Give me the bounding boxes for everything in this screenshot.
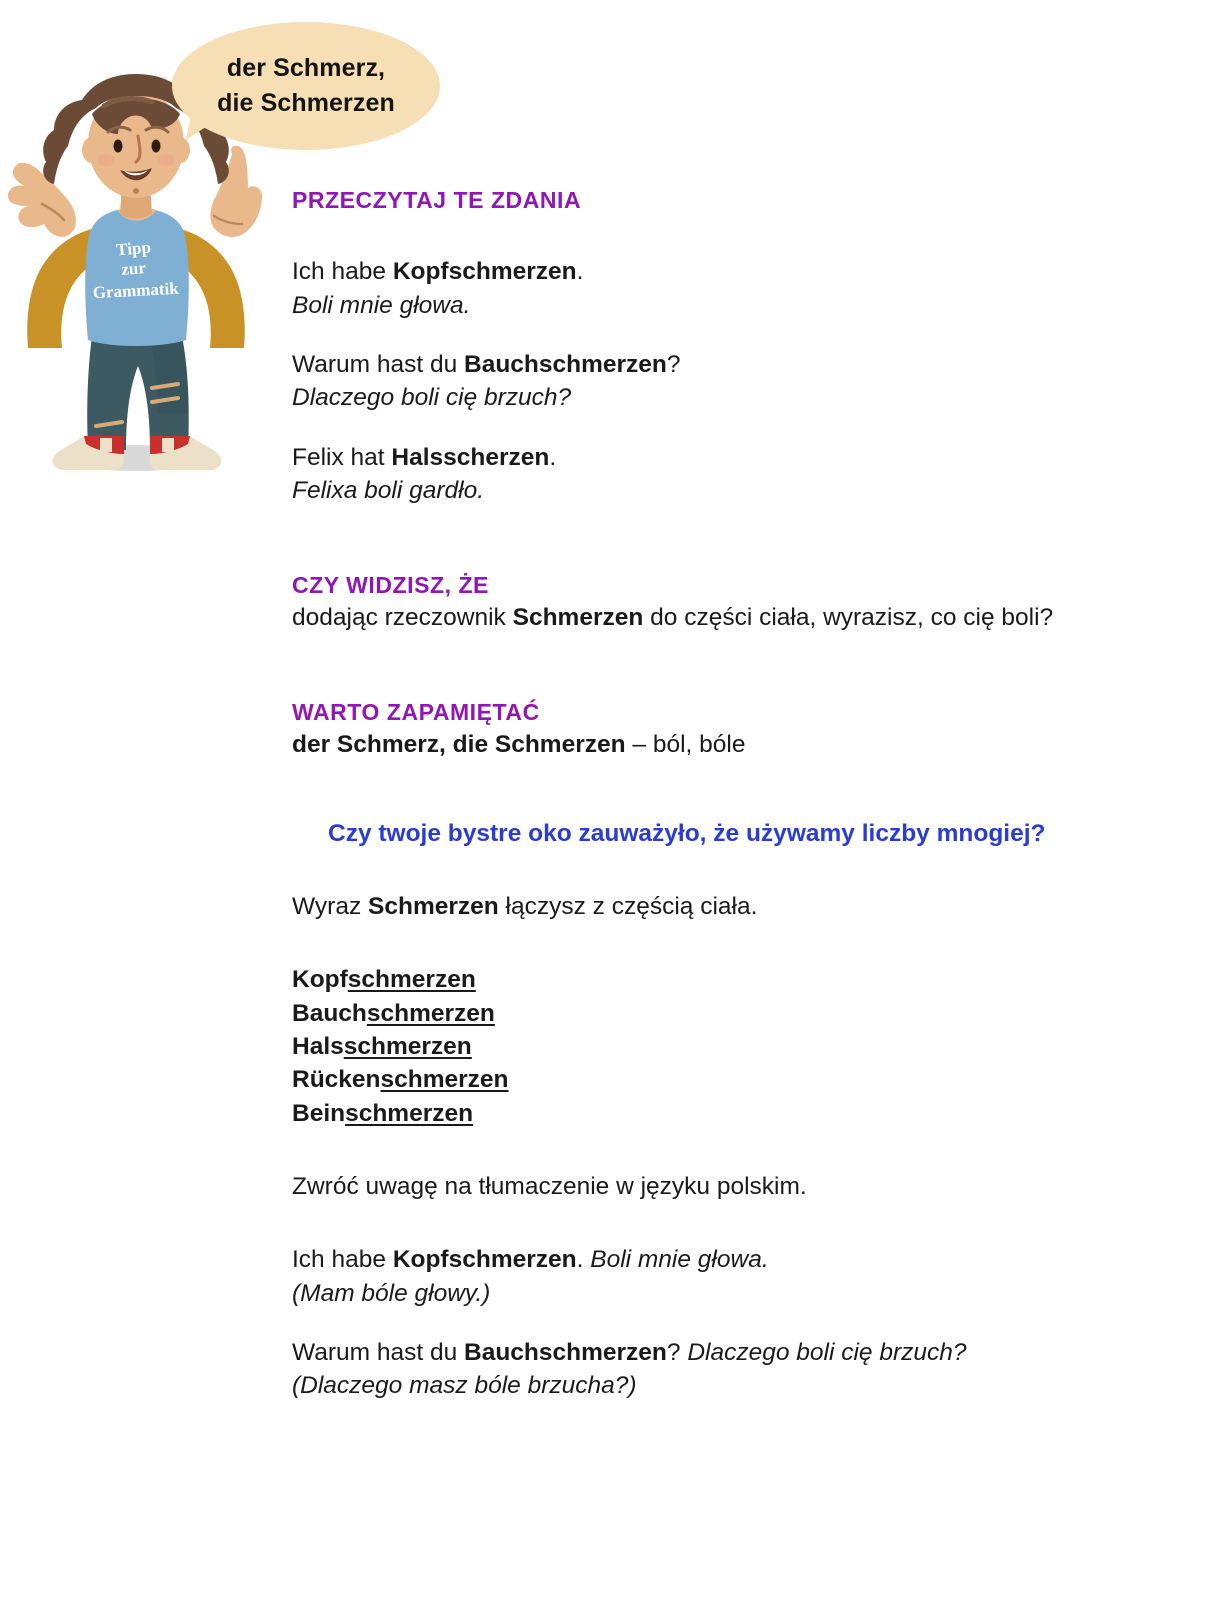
compound-word-item: [292, 1097, 1192, 1130]
compound-prefix: Rücken: [292, 1066, 381, 1094]
instruction-line: [292, 890, 1192, 923]
do-you-see-bold: Schmerzen: [512, 603, 644, 631]
left-eye: [114, 140, 123, 153]
sentence-3-de-after: .: [549, 443, 557, 471]
compound-prefix: Kopf: [292, 966, 348, 994]
example-2-pl-inline: Dlaczego boli cię brzuch?: [687, 1338, 967, 1366]
example-2-pl-literal: (Dlaczego masz bóle brzucha?): [292, 1372, 637, 1400]
instruction-bold: Schmerzen: [368, 893, 499, 921]
example-1-pl-inline: Boli mnie głowa.: [590, 1246, 769, 1274]
left-cheek: [97, 154, 115, 166]
sentence-3-de-before: Felix hat: [292, 443, 392, 471]
example-1-pl-literal: (Mam bóle głowy.): [292, 1279, 491, 1307]
rule-bold: der Schmerz, die Schmerzen: [292, 730, 626, 758]
spacer: [292, 761, 1192, 817]
chin-mole: [133, 188, 139, 194]
compound-suffix: schmerzen: [343, 1033, 472, 1061]
do-you-see-before: dodając rzeczownik: [292, 603, 513, 631]
compound-word-item: [292, 963, 1192, 996]
compound-suffix: schmerzen: [347, 966, 476, 994]
compound-prefix: Bein: [292, 1099, 346, 1127]
spacer: [292, 1310, 1192, 1336]
left-hand: [8, 163, 76, 237]
sentence-pair-3: [292, 441, 1192, 508]
sentence-2-de-before: Warum hast du: [292, 351, 465, 379]
blue-note: Czy twoje bystre oko zauważyło, że używamy liczby mnogiej?: [328, 819, 1046, 847]
content-column: [292, 186, 1192, 1403]
speech-bubble-line-2: die Schmerzen: [217, 89, 395, 117]
compound-word-list: [292, 963, 1192, 1130]
speech-bubble-line-1: der Schmerz,: [226, 54, 386, 82]
shirt-print-line3: Grammatik: [92, 278, 180, 303]
compound-prefix: Hals: [292, 1033, 344, 1061]
right-shoe: [150, 436, 221, 470]
compound-word-item: [292, 1063, 1192, 1096]
sentence-3-de-bold: Halsscherzen: [391, 443, 550, 471]
spacer: [292, 415, 1192, 441]
example-1-de-bold: Kopfschmerzen: [392, 1246, 577, 1274]
compound-prefix: Bauch: [292, 999, 367, 1027]
instruction-after: łączysz z częścią ciała.: [498, 893, 758, 921]
example-2-de-after: ?: [666, 1338, 688, 1366]
sentence-3-pl: Felixa boli gardło.: [292, 477, 485, 504]
example-2-de-bold: Bauchschmerzen: [464, 1338, 667, 1366]
compound-word-item: [292, 1030, 1192, 1063]
sentence-1-de-bold: Kopfschmerzen: [392, 258, 577, 286]
example-1-de-after: .: [576, 1246, 591, 1274]
do-you-see-after: do części ciała, wyrazisz, co cię boli?: [643, 603, 1054, 631]
rule-rest: – ból, bóle: [625, 730, 746, 758]
shirt-print-line1: Tipp: [115, 237, 152, 260]
sentence-2-de-bold: Bauchschmerzen: [464, 351, 667, 379]
spacer: [292, 634, 1192, 698]
sentence-1-pl: Boli mnie głowa.: [292, 291, 471, 319]
right-cheek: [157, 154, 175, 166]
spacer: [292, 507, 1192, 571]
speech-bubble: [172, 22, 440, 150]
right-eye: [152, 140, 161, 153]
compound-suffix: schmerzen: [345, 1099, 474, 1127]
heading-read-sentences: PRZECZYTAJ TE ZDANIA: [292, 187, 582, 213]
sentence-1-de: [292, 258, 583, 285]
spacer: [292, 1130, 1192, 1170]
instruction-before: Wyraz: [292, 893, 369, 921]
sentence-3-de: [292, 444, 556, 471]
sentence-1-de-before: Ich habe: [292, 258, 393, 286]
spacer: [292, 215, 1192, 255]
sentence-1-de-after: .: [576, 258, 584, 286]
speech-bubble-text: [172, 22, 440, 150]
rule-line: [292, 728, 1192, 761]
example-pair-2: [292, 1336, 1192, 1403]
example-2-de-before: Warum hast du: [292, 1338, 465, 1366]
translation-note: Zwróć uwagę na tłumaczenie w języku polskim.: [292, 1173, 807, 1200]
compound-word-item: [292, 997, 1192, 1030]
spacer: [292, 322, 1192, 348]
left-shoe: [53, 436, 124, 470]
sentence-2-de-after: ?: [666, 351, 681, 379]
sentence-2-de: [292, 351, 681, 378]
example-pair-1: [292, 1243, 1192, 1310]
spacer: [292, 850, 1192, 890]
compound-suffix: schmerzen: [366, 999, 495, 1027]
spacer: [292, 923, 1192, 963]
shirt-print-line2: zur: [120, 258, 147, 279]
sentence-2-pl: Dlaczego boli cię brzuch?: [292, 384, 572, 412]
example-1-de-before: Ich habe: [292, 1246, 393, 1274]
sentence-pair-2: [292, 348, 1192, 415]
heading-do-you-see: CZY WIDZISZ, ŻE: [292, 572, 489, 599]
compound-suffix: schmerzen: [380, 1066, 509, 1094]
heading-worth-remembering: WARTO ZAPAMIĘTAĆ: [292, 699, 540, 726]
spacer: [292, 1203, 1192, 1243]
sentence-pair-1: [292, 255, 1192, 322]
do-you-see-text: [292, 601, 1192, 634]
